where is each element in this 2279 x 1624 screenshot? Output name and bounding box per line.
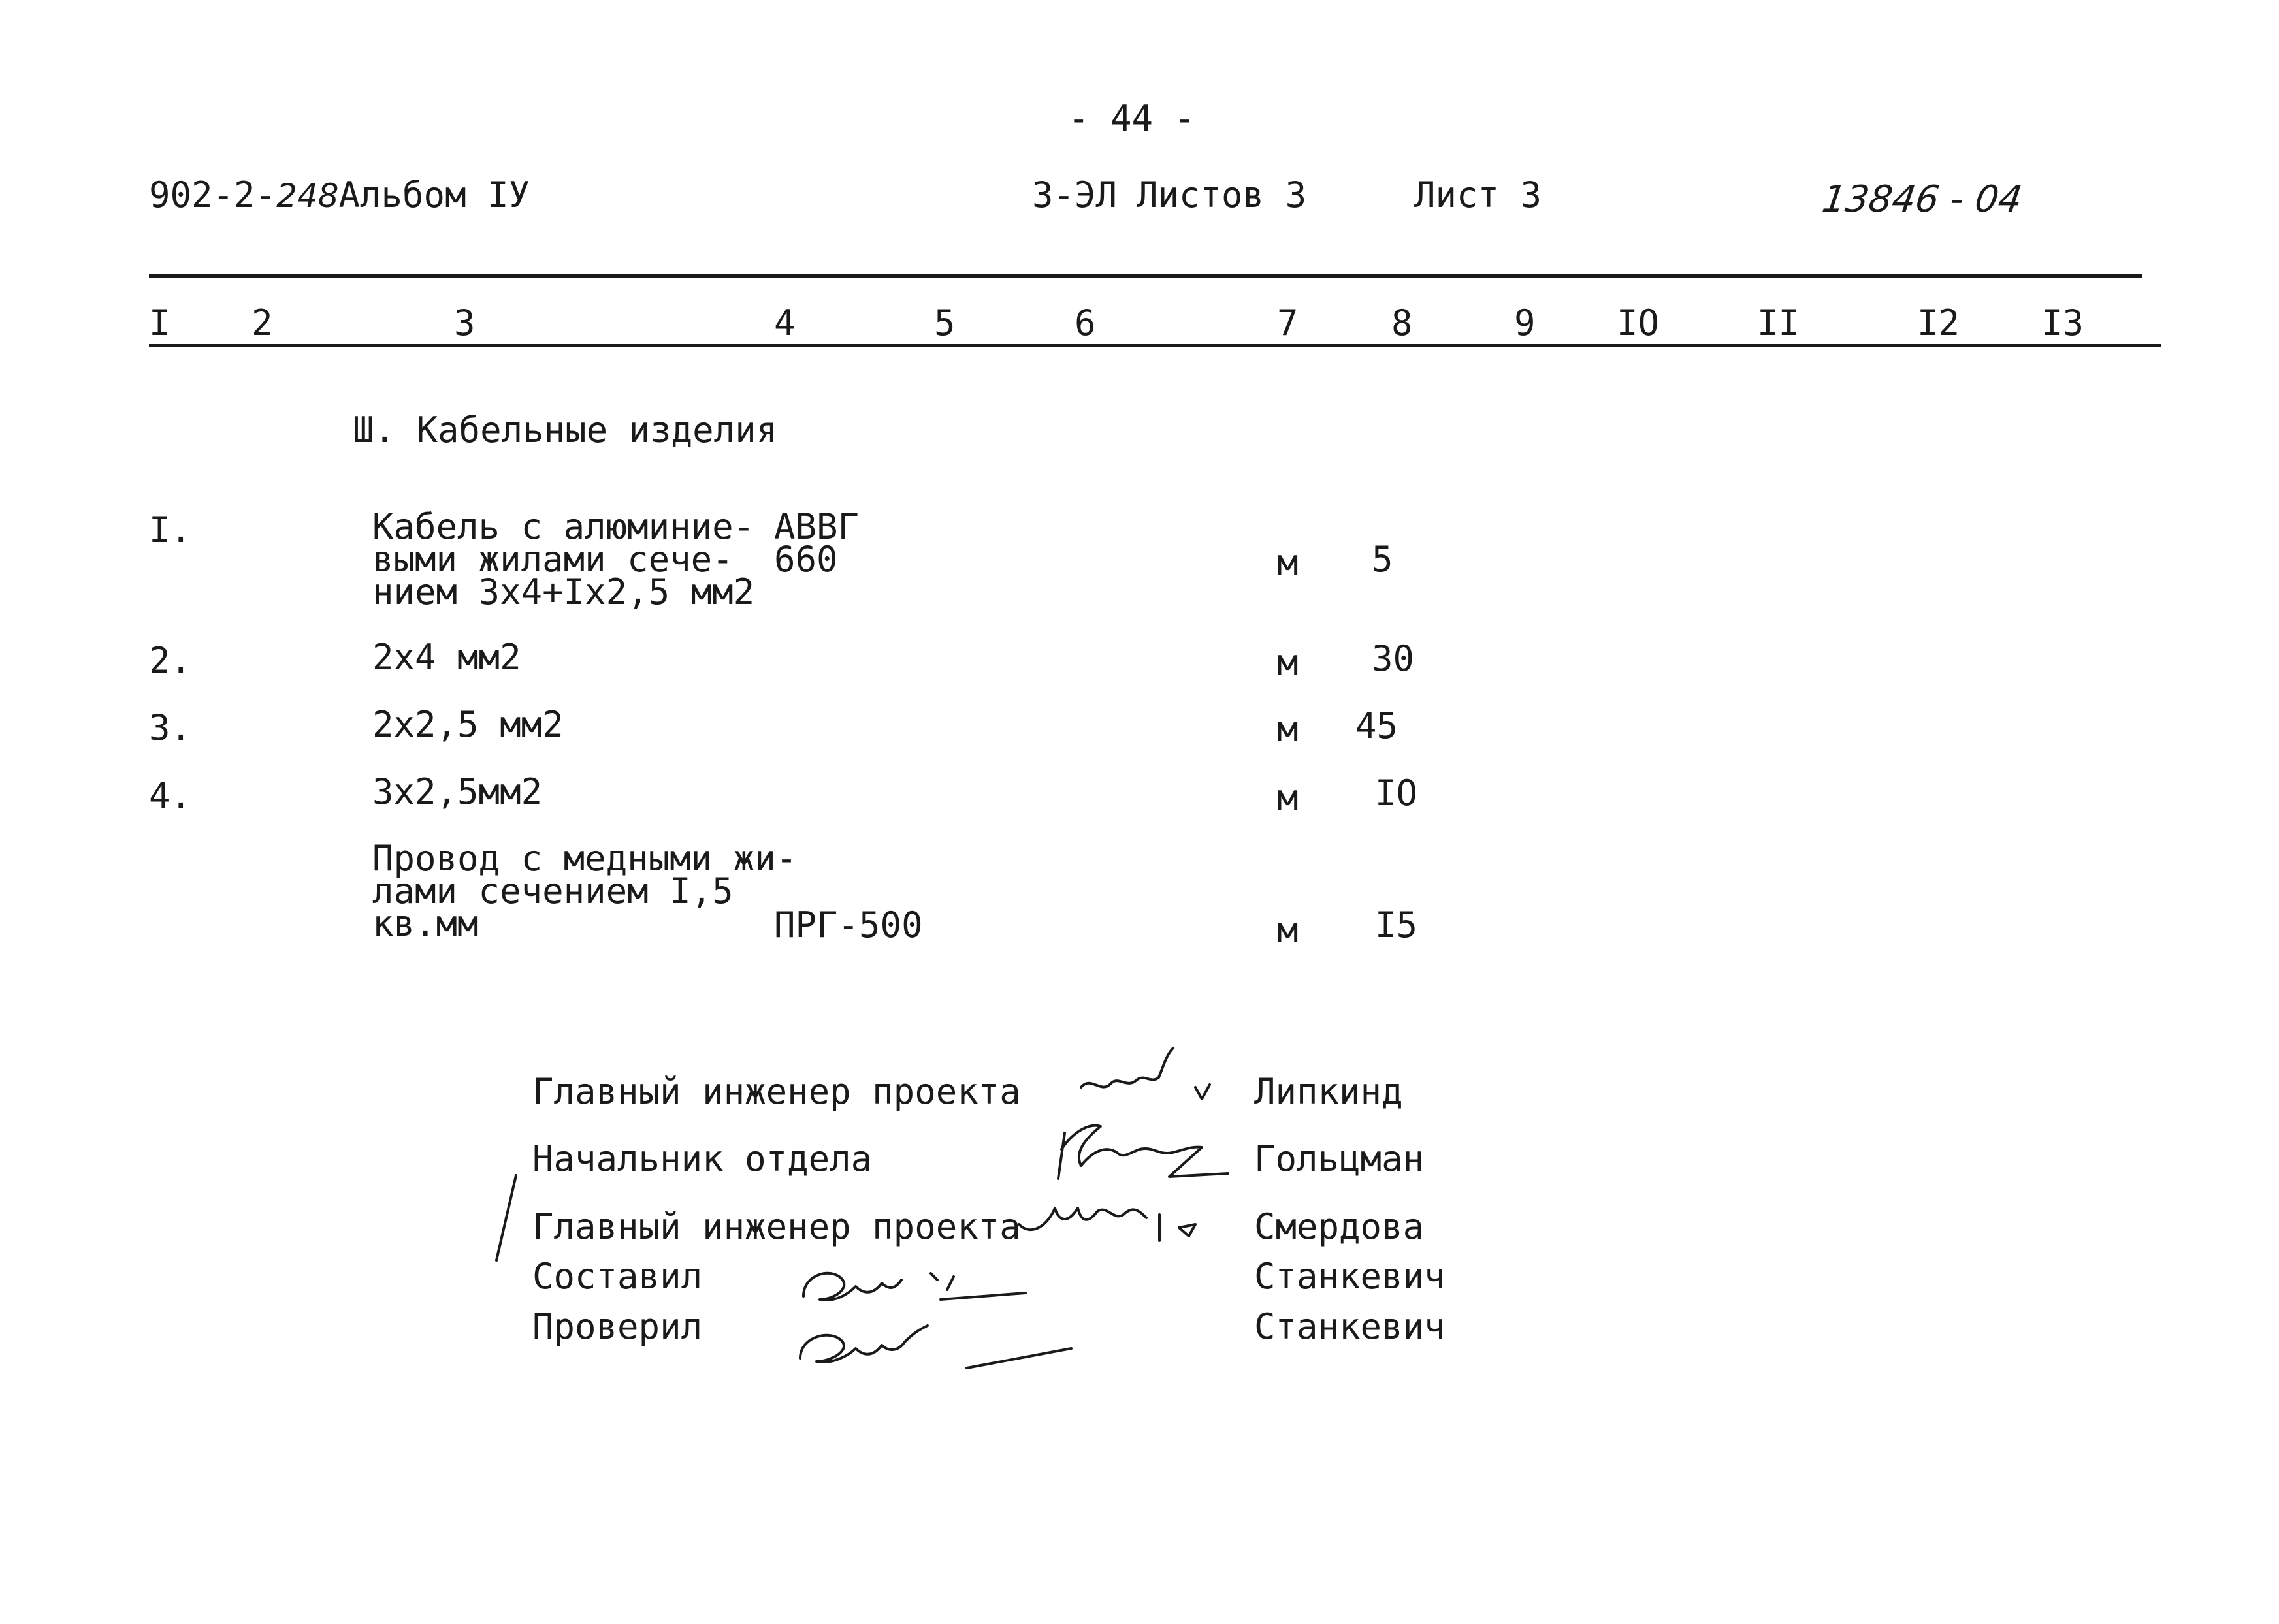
column-number: 4 bbox=[774, 302, 796, 343]
item-quantity: 45 bbox=[1355, 705, 1398, 746]
row-number: 3. bbox=[149, 707, 192, 748]
item-unit: м bbox=[1277, 709, 1299, 750]
item-description: Провод с медными жи- лами сечением I,5 кв.мм bbox=[372, 838, 798, 944]
column-number: 7 bbox=[1277, 302, 1299, 343]
column-number: 2 bbox=[251, 302, 273, 343]
signature-mark bbox=[1081, 1048, 1173, 1087]
album-label: Альбом IУ bbox=[338, 174, 530, 215]
signature-name: Смердова bbox=[1254, 1206, 1425, 1247]
item-quantity: 30 bbox=[1372, 638, 1415, 679]
column-number: II bbox=[1757, 302, 1800, 343]
signature-mark bbox=[803, 1273, 1026, 1300]
document-code-handwritten: 248 bbox=[276, 177, 339, 215]
signature-mark bbox=[496, 1175, 516, 1260]
item-unit: м bbox=[1277, 642, 1299, 683]
item-description: 2х2,5 мм2 bbox=[372, 704, 564, 745]
signature-role: Главный инженер проекта bbox=[532, 1206, 1021, 1247]
column-number: 5 bbox=[934, 302, 956, 343]
item-mark: АВВГ 660 bbox=[774, 506, 860, 580]
document-code-prefix: 902-2- bbox=[149, 174, 277, 215]
row-number: 2. bbox=[149, 640, 192, 681]
row-number: I. bbox=[149, 509, 192, 550]
item-unit: м bbox=[1277, 910, 1299, 951]
column-number: 6 bbox=[1075, 302, 1096, 343]
item-unit: м bbox=[1277, 777, 1299, 818]
item-mark: ПРГ-500 bbox=[774, 904, 923, 946]
item-description: 2х4 мм2 bbox=[372, 637, 521, 678]
column-number: 3 bbox=[454, 302, 476, 343]
column-number: IO bbox=[1617, 302, 1660, 343]
column-number: 8 bbox=[1391, 302, 1413, 343]
signature-mark bbox=[1058, 1126, 1228, 1179]
signature-role: Проверил bbox=[532, 1306, 703, 1347]
page-number: - 44 - bbox=[1068, 98, 1196, 139]
item-unit: м bbox=[1277, 542, 1299, 583]
handwritten-number: 13846 - 04 bbox=[1819, 178, 2025, 221]
signature-mark bbox=[1195, 1085, 1210, 1099]
column-number: I bbox=[149, 302, 170, 343]
item-quantity: I5 bbox=[1375, 904, 1418, 946]
signature-name: Станкевич bbox=[1254, 1256, 1446, 1297]
signature-role: Главный инженер проекта bbox=[532, 1071, 1021, 1112]
item-description: Кабель с алюминие- выми жилами сече- нием 3х4+Iх2,5 мм2 bbox=[372, 506, 755, 613]
sheet-label: Лист 3 bbox=[1414, 174, 1542, 215]
section-title: Ш. Кабельные изделия bbox=[353, 409, 778, 451]
item-description: 3х2,5мм2 bbox=[372, 771, 543, 812]
column-number: I3 bbox=[2041, 302, 2084, 343]
signature-name: Гольцман bbox=[1254, 1138, 1425, 1179]
item-quantity: 5 bbox=[1372, 539, 1393, 580]
item-quantity: IO bbox=[1375, 772, 1418, 814]
sheets-total: Листов 3 bbox=[1137, 174, 1307, 215]
signature-mark bbox=[800, 1326, 1071, 1368]
row-number: 4. bbox=[149, 775, 192, 816]
sheet-code: 3-ЭЛ bbox=[1032, 174, 1118, 215]
column-number: 9 bbox=[1514, 302, 1536, 343]
signature-mark bbox=[1019, 1208, 1195, 1241]
signature-name: Липкинд bbox=[1254, 1071, 1403, 1112]
column-number: I2 bbox=[1917, 302, 1960, 343]
signature-role: Составил bbox=[532, 1256, 703, 1297]
signature-role: Начальник отдела bbox=[532, 1138, 873, 1179]
signature-name: Станкевич bbox=[1254, 1306, 1446, 1347]
